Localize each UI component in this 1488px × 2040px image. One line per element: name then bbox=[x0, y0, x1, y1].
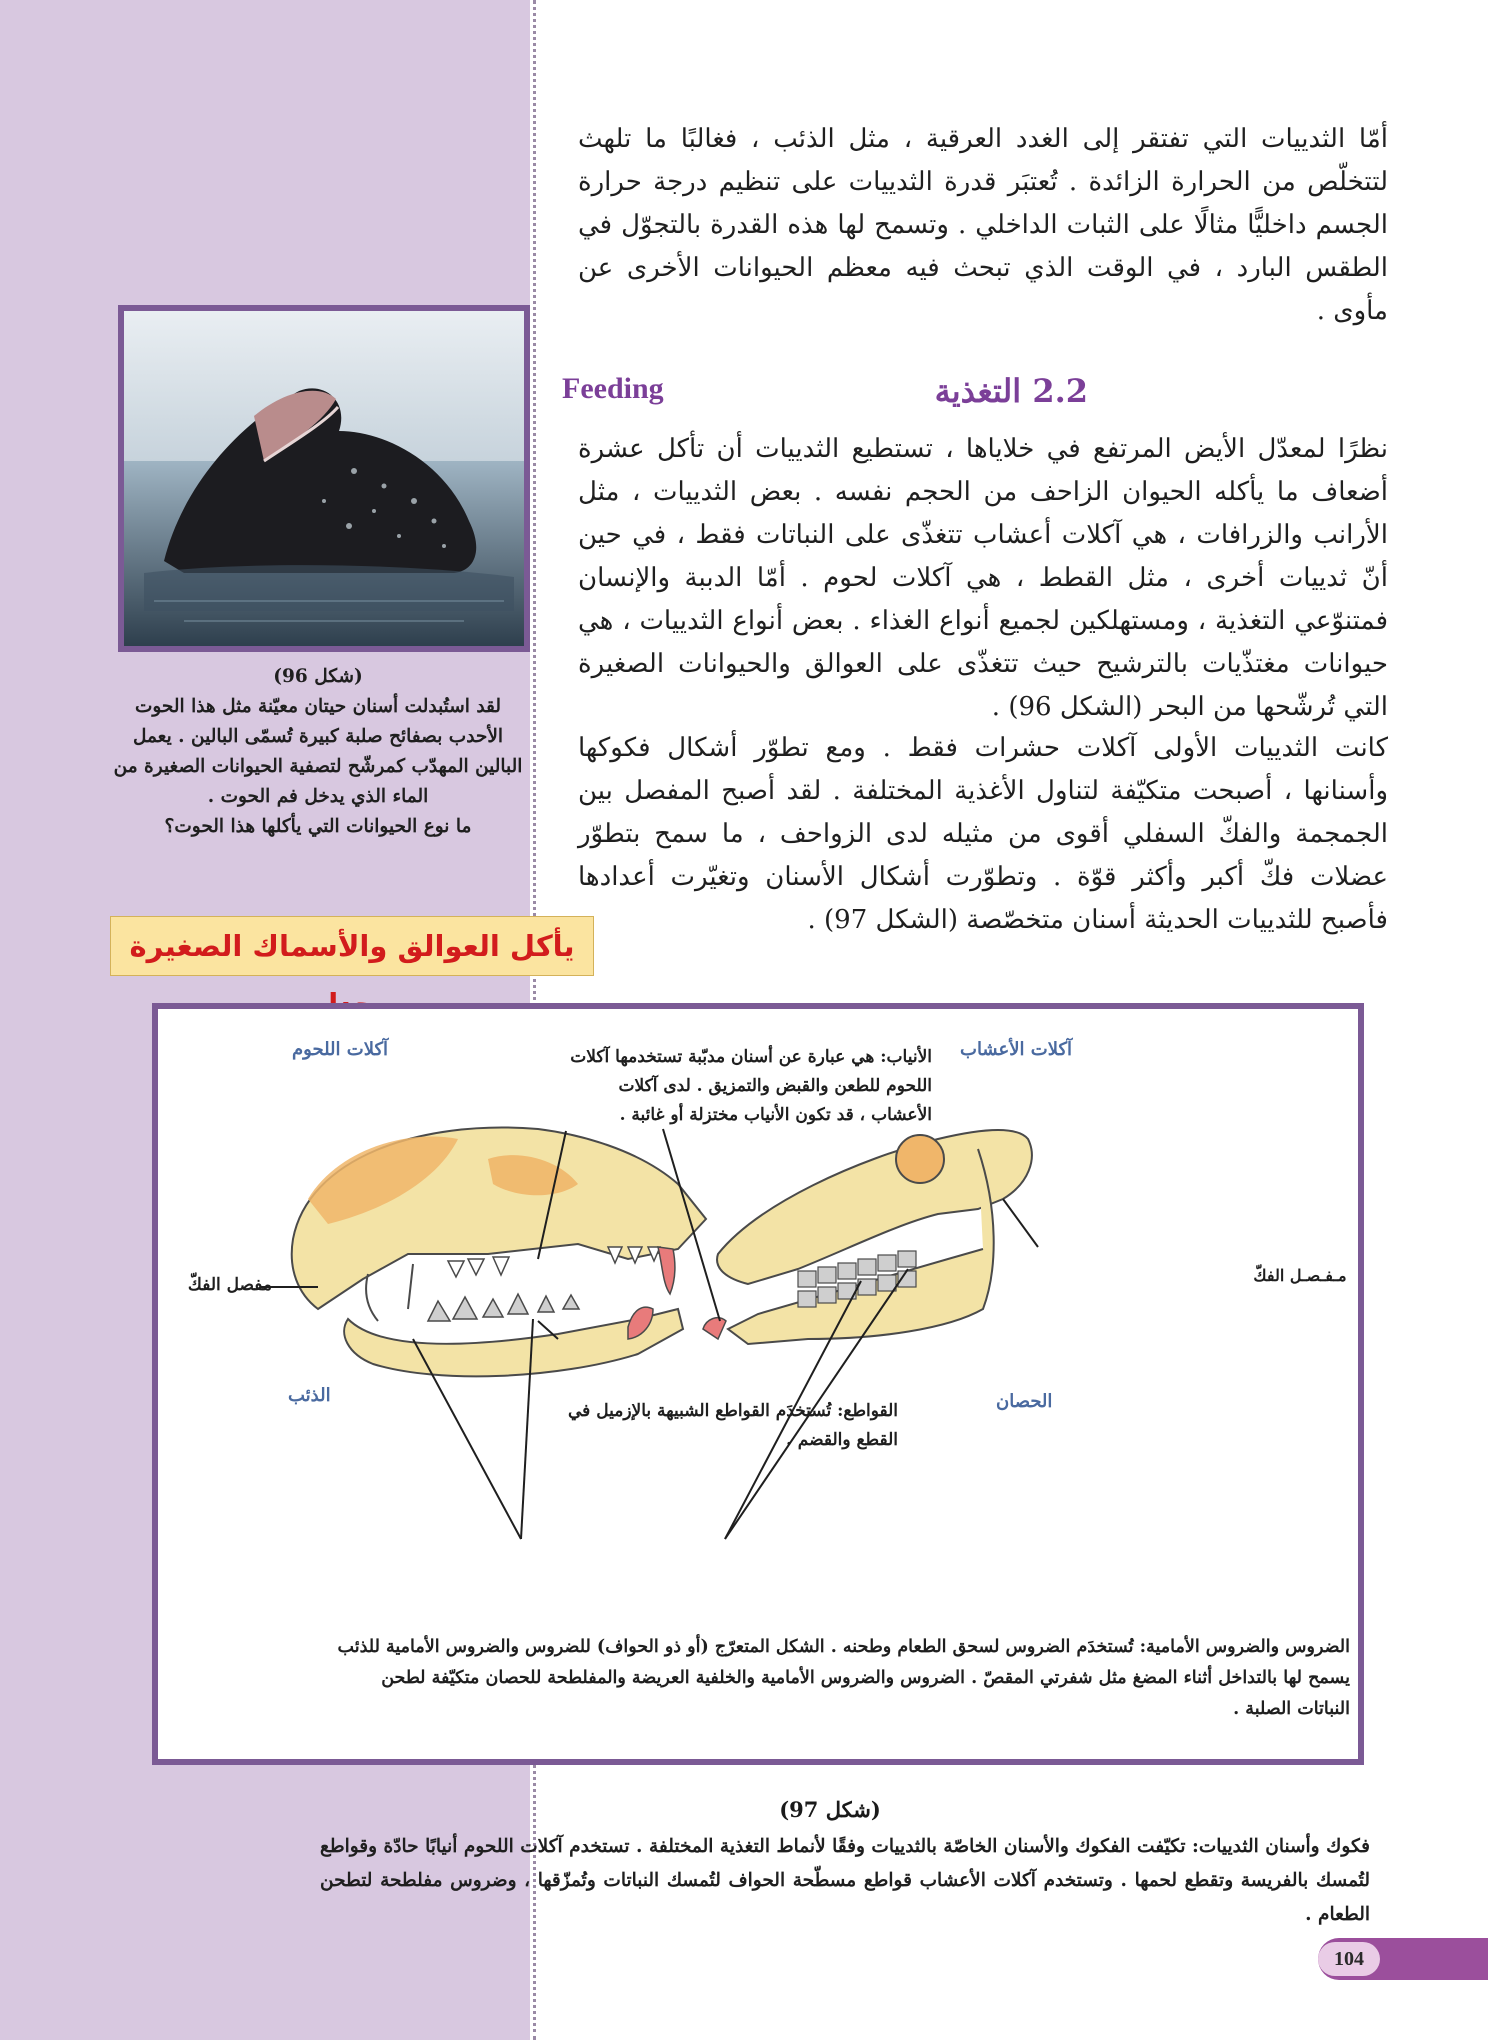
molars-note: الضروس والضروس الأمامية: تُستخدَم الضروس لسحق الطعام وطحنه . الشكل المتعرّج (أو ذو الحواف) للضروس والضروس الأمامية للذئب يسمح لها بالتداخل أثناء المضغ مثل شفرتي المقصّ . الضروس والضروس الأمامية والخلفية العريضة والمفلطحة للحصان متكيّفة لطحن النباتات الصلبة . bbox=[337, 1637, 1350, 1719]
section-heading-en: Feeding bbox=[562, 372, 664, 405]
horse-label: الحصان bbox=[996, 1391, 1053, 1412]
herbivore-label: آكلات الأعشاب bbox=[960, 1039, 1073, 1060]
wolf-label: الذئب bbox=[288, 1385, 331, 1406]
figure-96-question: ما نوع الحيوانات التي يأكلها هذا الحوت؟ bbox=[164, 816, 472, 837]
intro-paragraph: أمّا الثدييات التي تفتقر إلى الغدد العرقية ، مثل الذئب ، فغالبًا ما تلهث لتتخلّص من الحرارة الزائدة . تُعتبَر قدرة الثدييات على تنظيم درجة حرارة الجسم داخليًّا مثالًا على الثبات الداخلي . وتسمح لها هذه القدرة بالتجوّل في الطقس البارد ، في الوقت الذي تبحث فيه معظم الحيوانات الأخرى عن مأوى . bbox=[578, 124, 1388, 326]
humpback-whale-image bbox=[124, 311, 524, 646]
jaw-joint-label-left: مفصل الفكّ bbox=[187, 1275, 272, 1295]
section-heading-ar bbox=[935, 372, 1088, 410]
page-number: 104 bbox=[1318, 1942, 1380, 1976]
jaw-joint-label-right: مـفـصـل الفكّ bbox=[1253, 1266, 1347, 1285]
incisors-note: القواطع: تُستخدَم القواطع الشبيهة بالإزميل في القطع والقضم . bbox=[568, 1401, 898, 1450]
wolf-skull bbox=[292, 1127, 706, 1376]
figure-96-caption: لقد استُبدلت أسنان حيتان معيّنة مثل هذا الحوت الأحدب بصفائح صلبة كبيرة تُسمّى البالين . يعمل البالين المهدّب كمرشّح لتصفية الحيوانات الصغيرة من الماء الذي يدخل فم الحوت . bbox=[113, 696, 523, 807]
section-number: 2.2 bbox=[1032, 372, 1088, 410]
section-title-ar: التغذية bbox=[934, 372, 1022, 410]
feeding-paragraph-2: كانت الثدييات الأولى آكلات حشرات فقط . ومع تطوّر أشكال فكوكها وأسنانها ، أصبحت متكيّفة لتناول الأغذية المختلفة . لقد أصبح المفصل بين الجمجمة والفكّ السفلي أقوى من مثيله لدى الزواحف ، ما سمح بتطوّر عضلات فكّ أكبر وأكثر قوّة . وتطوّرت أشكال الأسنان وتغيّرت أعدادها فأصبح للثدييات الحديثة أسنان متخصّصة (الشكل 97) . bbox=[578, 733, 1388, 935]
carnivore-label: آكلات اللحوم bbox=[292, 1039, 389, 1060]
figure-96-label: (شكل 96) bbox=[273, 666, 363, 687]
figure-96-caption-block bbox=[112, 662, 524, 842]
whale-photo bbox=[118, 305, 530, 652]
figure-97-label: (شكل 97) bbox=[779, 1797, 881, 1822]
feeding-paragraph-1: نظرًا لمعدّل الأيض المرتفع في خلاياها ، تستطيع الثدييات أن تأكل عشرة أضعاف ما يأكله الحيوان الزاحف من الحجم نفسه . بعض الثدييات ، مثل الأرانب والزرافات ، هي آكلات أعشاب تتغذّى على النباتات فقط ، في حين أنّ ثدييات أخرى ، مثل القطط ، هي آكلات لحوم . أمّا الدببة والإنسان فمتنوّعي التغذية ، ومستهلكين لجميع أنواع الغذاء . بعض أنواع الثدييات ، هي حيوانات مغتذّيات بالترشيح حيث تتغذّى على العوالق والحيوانات الصغيرة التي تُرشّحها من البحر (الشكل 96) . bbox=[578, 434, 1388, 722]
answer-box: يأكل العوالق والأسماك الصغيرة bbox=[110, 916, 594, 976]
horse-skull bbox=[703, 1130, 1032, 1344]
canines-note: الأنياب: هي عبارة عن أسنان مدبّبة تستخدمها آكلات اللحوم للطعن والقبض والتمزيق . لدى آكلات الأعشاب ، قد تكون الأنياب مختزلة أو غائبة . bbox=[570, 1047, 932, 1125]
figure-97-caption: فكوك وأسنان الثدييات: تكيّفت الفكوك والأسنان الخاصّة بالثدييات وفقًا لأنماط التغذية المختلفة . تستخدم آكلات اللحوم أنيابًا حادّة وقواطع لتُمسك بالفريسة وتقطع لحمها . وتستخدم آكلات الأعشاب قواطع مسطّحة الحواف لتُمسك النباتات وتُمزّقها ، وضروس مفلطحة لتطحن الطعام . bbox=[320, 1836, 1370, 1925]
